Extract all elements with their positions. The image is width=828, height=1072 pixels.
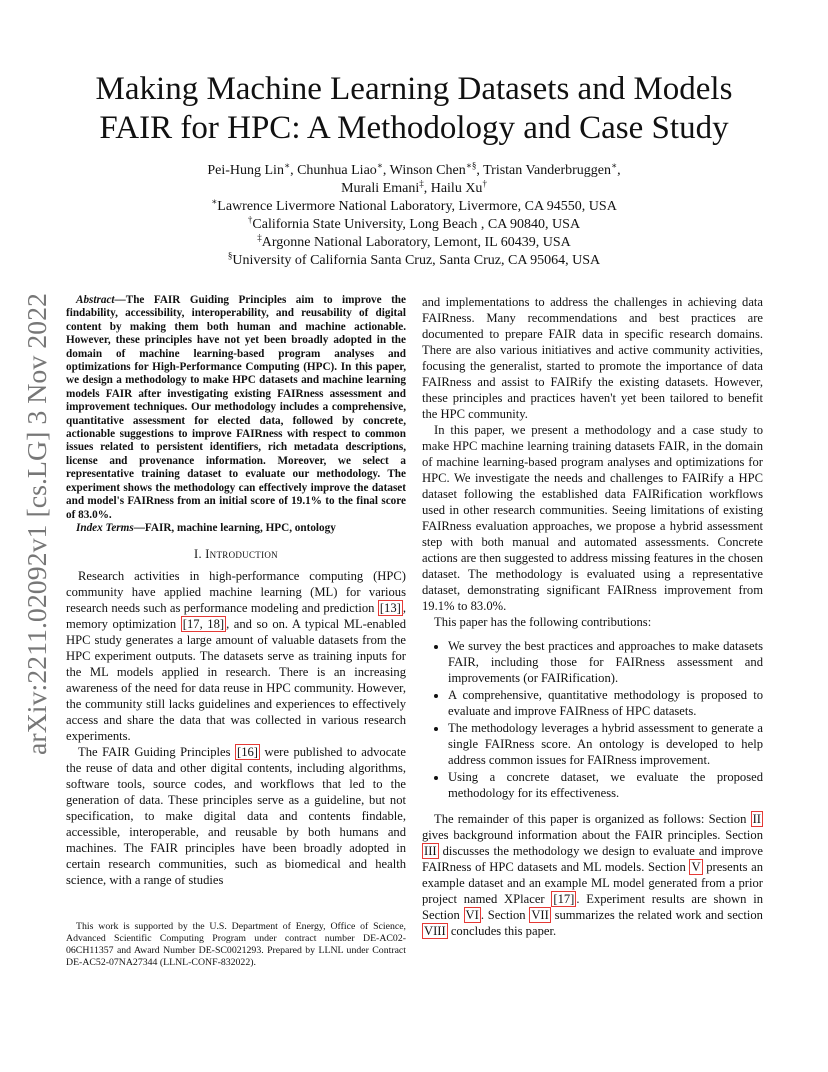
list-item: • Using a concrete dataset, we evaluate the proposed methodology for its effectiveness. (448, 769, 763, 801)
paragraph-text: The FAIR Guiding Principles (78, 745, 235, 760)
affiliation-text: Lawrence Livermore National Laboratory, Livermore, CA 94550, USA (217, 199, 617, 214)
index-terms-label: Index Terms (76, 521, 134, 534)
affiliation-line (100, 252, 728, 270)
author-name: , Chunhua Liao (290, 163, 377, 178)
arxiv-identifier-stamp (4, 290, 64, 760)
arxiv-identifier-text: arXiv:2211.02092v1 [cs.LG] 3 Nov 2022 (22, 307, 52, 755)
affiliation-mark: ∗ (611, 160, 618, 171)
section-reference-link[interactable]: V (691, 860, 701, 874)
affiliation-line (100, 234, 728, 252)
author-name: Pei-Hung Lin (207, 163, 284, 178)
author-name: , Tristan Vanderbruggen (476, 163, 612, 178)
affiliation-mark: ∗§ (465, 160, 477, 171)
paragraph-text: discusses the methodology we design to evaluate and improve FAIRness of HPC datasets and ML models. Section (422, 844, 763, 874)
section-heading-introduction (66, 546, 406, 562)
citation-link[interactable]: [13] (379, 601, 401, 616)
affiliation-mark: ‡ (419, 178, 424, 189)
affiliation-text: Argonne National Laboratory, Lemont, IL 60439, USA (261, 235, 571, 250)
affiliation-mark: ∗ (283, 160, 291, 171)
section-reference-link[interactable]: VI (465, 908, 479, 922)
section-reference-link[interactable]: III (424, 844, 437, 858)
affiliation-mark: † (247, 214, 253, 225)
abstract-label: Abstract (76, 294, 115, 306)
author-name: Murali Emani (341, 181, 420, 196)
abstract-text: —The FAIR Guiding Principles aim to improve the findability, accessibility, interoperability, and reusability of digital content by making them both human and machine actionable. However, these principles have not yet been broadly adopted in the domain of machine learning-based program analyses and optimizations for High-Performance Computing (HPC). In this paper, we design a methodology to make HPC datasets and machine learning models FAIR after investigating existing FAIRness assessment and improvement techniques. Our methodology includes a comprehensive, quantitative assessment for elected data, followed by concrete, actionable suggestions to improve FAIRness with respect to common issues related to persistent identifiers, rich metadata descriptions, license and provenance information. Moreover, we select a representative training dataset to evaluate our methodology. The experiment shows the methodology can effectively improve the dataset and model's FAIRness from an initial score of 19.1% to the final score of 83.0%. (66, 294, 406, 521)
left-column (66, 294, 406, 888)
citation-link[interactable]: [17] (553, 892, 575, 906)
affiliation-mark: § (227, 250, 233, 261)
paragraph-text: , memory optimization (66, 601, 406, 632)
affiliation-text: University of California Santa Cruz, Santa Cruz, CA 95064, USA (232, 253, 601, 268)
right-paragraph-3: This paper has the following contributions: (434, 615, 652, 629)
paragraph-text: Research activities in high-performance computing (HPC) community have applied machine learning (ML) for various research needs such as performance modeling and prediction (66, 569, 406, 616)
right-paragraph-2: In this paper, we present a methodology and a case study to make HPC machine learning training datasets FAIR, in the domain of machine learning-based program analyses and optimizations for HPC. We investigate the needs and challenges to FAIRify a HPC dataset following the established data FAIRification workflows used in other research communities. Seeing limitations of existing FAIRness evaluation approaches, we propose a hybrid assessment step with both manual and automated assessments. Concrete actions are then suggested to address missing features in the chosen dataset. The methodology is evaluated using a representative dataset, demonstrating significant FAIRness improvement from 19.1% to 83.0%. (422, 423, 763, 613)
section-reference-link[interactable]: VII (531, 908, 549, 922)
affiliation-mark: † (482, 178, 487, 189)
intro-paragraph-1 (66, 568, 406, 744)
paragraph-text: presents an example dataset and an example ML model generated from a prior project named XPlacer (422, 860, 764, 906)
abstract (66, 294, 406, 522)
paper-title (60, 70, 768, 148)
paragraph-text: . Section (480, 908, 530, 922)
section-reference-link[interactable]: VIII (424, 924, 446, 938)
funding-footnote: This work is supported by the U.S. Department of Energy, Office of Science, Advanced Scientific Computing Program under contract number DE-AC02-06CH11357 and Award Number DE-SC0021293. Prepared by LLNL under Contract DE-AC52-07NA27344 (LLNL-CONF-832022). (66, 921, 406, 968)
affiliation-mark: ‡ (257, 232, 262, 243)
index-terms-text: —FAIR, machine learning, HPC, ontology (133, 521, 336, 534)
paragraph-text: gives background information about the FAIR principles. Section (422, 828, 763, 842)
right-paragraph-4 (422, 811, 763, 939)
author-block (100, 162, 728, 270)
paragraph-text: . Experiment results are shown in Section (422, 892, 763, 922)
author-line-1 (100, 162, 728, 180)
title-line-2: FAIR for HPC: A Methodology and Case Study (99, 110, 729, 146)
right-paragraph-1: and implementations to address the challenges in achieving data FAIRness. Many recommendations and best practices are documented to prepare FAIR data in specific research domains. There are also various initiatives and active community activities, focusing the generalist, started to promote the importance of data FAIRness and assist to FAIRify the existing datasets. However, these principles and practices haven't yet been tailored to benefit the HPC community. (422, 295, 763, 421)
citation-link[interactable]: [17, 18] (182, 617, 225, 632)
paragraph-text: concludes this paper. (447, 924, 557, 938)
affiliation-text: California State University, Long Beach , CA 90840, USA (252, 217, 581, 232)
paragraph-text: , and so on. A typical ML-enabled HPC study generates a large amount of valuable datasets from the HPC experiment outputs. The datasets serve as training inputs for the ML models applied in research. There is an increasing awareness of the need for data reuse in HPC community. However, the community still lacks guidelines and experiences to effectively access and share the data that was collected in various research experiments. (66, 617, 406, 744)
list-item: • A comprehensive, quantitative methodology is proposed to evaluate and improve FAIRness of HPC datasets. (448, 687, 763, 719)
affiliation-mark: ∗ (376, 160, 383, 171)
section-title: Introduction (205, 547, 278, 562)
author-separator: , (617, 163, 621, 178)
list-item: • The methodology leverages a hybrid assessment to generate a single FAIRness score. An ontology is developed to help address common issues for FAIRness improvement. (448, 720, 763, 768)
title-line-1: Making Machine Learning Datasets and Models (95, 71, 733, 107)
affiliation-line (100, 198, 728, 216)
paragraph-text: were published to advocate the reuse of data and other digital contents, including algorithms, software tools, source codes, and workflows that led to the generation of data. These principles serve as a guideline, but not specification, to make digital data and contents findable, accessible, interoperable, and reusable by both humans and machines. The FAIR principles have been broadly adopted in certain research communities, such as biomedical and health science, with a range of studies (66, 745, 406, 888)
section-reference-link[interactable]: II (752, 812, 761, 826)
affiliation-mark: ∗ (211, 196, 218, 207)
author-name: , Winson Chen (382, 163, 466, 178)
list-item: • We survey the best practices and approaches to make datasets FAIR, including those for FAIRness assessment and improvements (or FAIRification). (448, 638, 763, 686)
affiliation-line (100, 216, 728, 234)
citation-link[interactable]: [16] (237, 745, 258, 760)
author-name: , Hailu Xu (423, 181, 483, 196)
section-number: I. (194, 547, 206, 562)
contributions-list (422, 638, 763, 801)
author-line-2 (100, 180, 728, 198)
intro-paragraph-2 (66, 744, 406, 888)
paragraph-text: summarizes the related work and section (550, 908, 763, 922)
right-column (422, 294, 763, 939)
index-terms (66, 522, 406, 535)
paragraph-text: The remainder of this paper is organized as follows: Section (434, 812, 751, 826)
